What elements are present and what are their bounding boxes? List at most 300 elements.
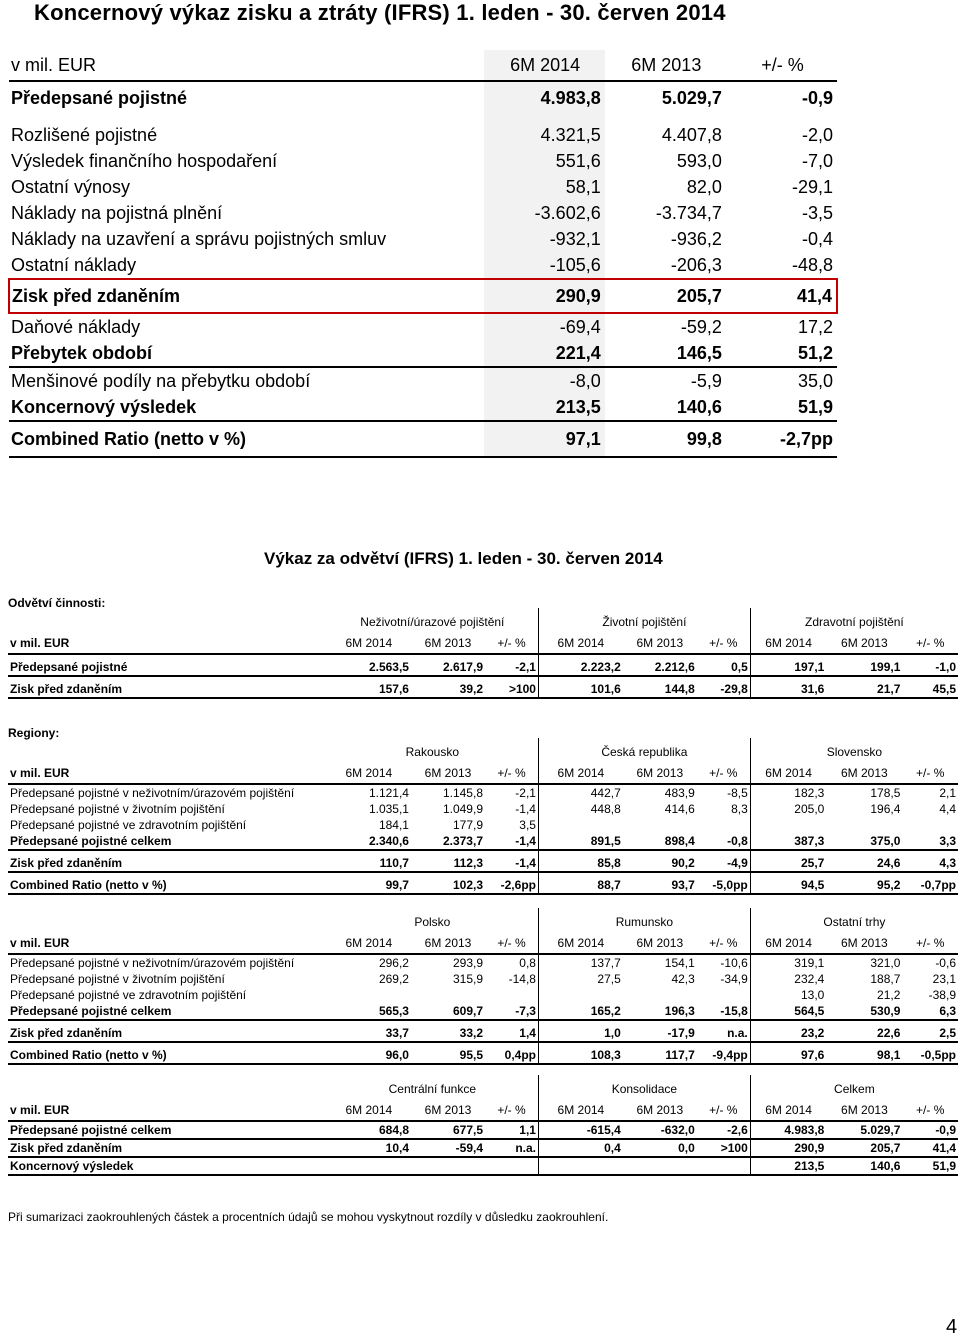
table-cell: 112,3 (411, 850, 485, 872)
col-header: 6M 2014 (327, 933, 411, 954)
table-cell: 564,5 (750, 1003, 826, 1020)
table-cell: 182,3 (794, 786, 825, 800)
row-label: Náklady na uzavření a správu pojistných smluv (11, 229, 387, 249)
table-cell (327, 1157, 411, 1175)
table-row (8, 833, 958, 850)
col-header: 6M 2014 (750, 933, 826, 954)
table-cell: -10,6 (697, 954, 750, 971)
cell-6m2014: 290,9 (484, 279, 605, 313)
table-cell: -59,4 (411, 1139, 485, 1157)
table-cell: 45,5 (902, 676, 958, 698)
table-cell: 315,9 (452, 972, 483, 986)
row-label: Předepsané pojistné v životním pojištění (10, 972, 225, 986)
col-header: +/- % (485, 933, 538, 954)
table-cell: 184,1 (378, 818, 409, 832)
table-cell: -29,8 (697, 676, 750, 698)
table-cell: -1,4 (485, 850, 538, 872)
table-cell: 10,4 (327, 1139, 411, 1157)
cell-6m2014: 97,1 (484, 421, 605, 457)
table-cell: 196,3 (623, 1003, 697, 1020)
table-cell: 205,7 (826, 1139, 902, 1157)
group-header: Celkem (834, 1082, 875, 1096)
table-cell: 565,3 (327, 1003, 411, 1020)
table-cell: 1.145,8 (442, 786, 483, 800)
table-cell: -34,9 (697, 971, 750, 987)
cell-6m2014: 551,6 (484, 148, 605, 174)
group-header: Slovensko (826, 745, 883, 759)
group-header-row (8, 738, 958, 763)
table-cell: 140,6 (826, 1157, 902, 1175)
table-cell: 448,8 (590, 802, 621, 816)
table-cell: -0,8 (697, 833, 750, 850)
table-cell: 42,3 (671, 972, 695, 986)
table-cell: 387,3 (750, 833, 826, 850)
table-row (8, 1020, 958, 1042)
table-row (8, 1157, 958, 1175)
table-cell (623, 987, 697, 1003)
table-cell: 4,4 (939, 802, 956, 816)
table-cell: 609,7 (411, 1003, 485, 1020)
row-label: Předepsané pojistné (11, 88, 188, 108)
unit-label: v mil. EUR (9, 50, 484, 81)
table-cell: 891,5 (538, 833, 622, 850)
cell-6m2013: -5,9 (690, 371, 722, 391)
row-label: Ostatní výnosy (11, 177, 131, 197)
col-header-6m2014: 6M 2014 (484, 50, 605, 81)
cell-6m2013: 146,5 (605, 340, 726, 367)
column-header-row (8, 1100, 958, 1121)
row-label: Zisk před zdaněním (8, 1020, 327, 1042)
col-header: +/- % (697, 633, 750, 654)
col-header: 6M 2013 (826, 933, 902, 954)
table-cell: 23,2 (750, 1020, 826, 1042)
row-label: Předepsané pojistné ve zdravotním pojištění (10, 988, 247, 1002)
row-label: Daňové náklady (11, 317, 141, 337)
col-header: 6M 2014 (538, 763, 622, 784)
cell-change: 41,4 (726, 279, 837, 313)
row-label: Předepsané pojistné (8, 654, 327, 676)
table-row (8, 872, 958, 894)
table-cell: 24,6 (826, 850, 902, 872)
table-cell (411, 1157, 485, 1175)
table-cell: 27,5 (597, 972, 621, 986)
segment-report-title: Výkaz za odvětví (IFRS) 1. leden - 30. červen 2014 (264, 549, 663, 568)
table-cell: -7,3 (485, 1003, 538, 1020)
segments-label: Odvětví činnosti: (8, 596, 106, 610)
table-cell: n.a. (485, 1139, 538, 1157)
row-label: Přebytek období (9, 340, 484, 367)
table-cell (902, 817, 958, 833)
table-row (9, 81, 837, 114)
table-row (9, 394, 837, 421)
table-cell: 85,8 (538, 850, 622, 872)
table-row (9, 200, 837, 226)
table-cell: 0,0 (623, 1139, 697, 1157)
table-cell: 1,1 (485, 1121, 538, 1139)
cell-change: 35,0 (797, 371, 833, 391)
col-header: 6M 2014 (538, 633, 622, 654)
table-cell: 21,2 (877, 988, 901, 1002)
table-cell: 96,0 (327, 1042, 411, 1064)
table-cell: 213,5 (750, 1157, 826, 1175)
regions-table (8, 1075, 958, 1176)
unit-label: v mil. EUR (8, 763, 327, 784)
table-cell: 4,3 (902, 850, 958, 872)
group-header: Rumunsko (538, 908, 750, 933)
row-label: Combined Ratio (netto v %) (8, 872, 327, 894)
table-cell: 2,5 (902, 1020, 958, 1042)
table-cell: 2.340,6 (327, 833, 411, 850)
col-header: +/- % (485, 1100, 538, 1121)
table-cell: -632,0 (623, 1121, 697, 1139)
group-header: Česká republika (538, 738, 750, 763)
col-header: +/- % (902, 1100, 958, 1121)
cell-change: -2,0 (801, 125, 833, 145)
table-cell: 205,0 (794, 802, 825, 816)
cell-6m2014: -3.602,6 (484, 200, 605, 226)
cell-6m2013: 593,0 (676, 151, 722, 171)
col-header: +/- % (697, 933, 750, 954)
group-header: Konsolidace (538, 1075, 750, 1100)
unit-label: v mil. EUR (8, 1100, 327, 1121)
table-cell: 39,2 (411, 676, 485, 698)
col-header: 6M 2014 (538, 933, 622, 954)
cell-6m2013: 205,7 (605, 279, 726, 313)
table-cell: -2,6pp (485, 872, 538, 894)
table-cell: 22,6 (826, 1020, 902, 1042)
unit-label: v mil. EUR (8, 633, 327, 654)
table-cell: 196,4 (870, 802, 901, 816)
table-cell: 2,1 (939, 786, 956, 800)
table-row (8, 676, 958, 698)
regions-table (8, 738, 958, 895)
cell-6m2014: 4.983,8 (484, 81, 605, 114)
table-cell: -15,8 (697, 1003, 750, 1020)
table-cell: 13,0 (800, 988, 825, 1002)
table-cell: 88,7 (538, 872, 622, 894)
table-row (9, 340, 837, 367)
cell-6m2013: 5.029,7 (661, 88, 722, 108)
table-row (8, 817, 958, 833)
cell-change: -48,8 (791, 255, 833, 275)
group-header: Ostatní trhy (823, 915, 886, 929)
income-statement-table (8, 50, 838, 458)
table-cell: 483,9 (664, 786, 695, 800)
group-header: Neživotní/úrazové pojištění (327, 608, 539, 633)
table-cell: 51,9 (902, 1157, 958, 1175)
table-cell (826, 817, 902, 833)
row-label: Výsledek finančního hospodaření (11, 151, 278, 171)
col-header: 6M 2013 (623, 933, 697, 954)
group-header-row (8, 908, 958, 933)
table-cell: 102,3 (411, 872, 485, 894)
column-header-row (8, 763, 958, 784)
table-cell: 5.029,7 (826, 1121, 902, 1139)
col-header: 6M 2013 (411, 763, 485, 784)
table-cell: 1.049,9 (442, 802, 483, 816)
table-cell: 0,4pp (485, 1042, 538, 1064)
col-header: 6M 2014 (327, 763, 411, 784)
cell-6m2013: -936,2 (670, 229, 722, 249)
row-label: Combined Ratio (netto v %) (9, 421, 484, 457)
table-cell: 269,2 (378, 972, 409, 986)
col-header: 6M 2013 (623, 1100, 697, 1121)
cell-6m2014: -8,0 (484, 367, 605, 394)
col-header: 6M 2014 (538, 1100, 622, 1121)
table-cell: 1.121,4 (368, 786, 409, 800)
table-cell: 319,1 (794, 956, 825, 970)
table-cell: 1.035,1 (368, 802, 409, 816)
cell-6m2014: -932,1 (484, 226, 605, 252)
table-cell: 2.223,2 (538, 654, 622, 676)
table-cell: -0,9 (902, 1121, 958, 1139)
table-row (8, 1139, 958, 1157)
cell-6m2014: -69,4 (484, 313, 605, 340)
cell-change: -2,7pp (726, 421, 837, 457)
table-cell: 197,1 (750, 654, 826, 676)
table-row (8, 987, 958, 1003)
table-row (9, 148, 837, 174)
table-cell: 3,5 (485, 817, 538, 833)
page-number: 4 (946, 1316, 958, 1338)
row-label: Zisk před zdaněním (8, 850, 327, 872)
group-header: Polsko (327, 908, 539, 933)
table-row (9, 252, 837, 279)
table-cell (623, 817, 697, 833)
table-cell: 95,2 (826, 872, 902, 894)
table-cell: -5,0pp (697, 872, 750, 894)
table-cell: 177,9 (452, 818, 483, 832)
table-cell: 296,2 (378, 956, 409, 970)
table-row (9, 226, 837, 252)
col-header: 6M 2013 (826, 763, 902, 784)
row-label: Předepsané pojistné v neživotním/úrazovém pojištění (10, 956, 295, 970)
cell-6m2013: -59,2 (680, 317, 722, 337)
table-cell: -1,4 (485, 801, 538, 817)
table-cell (623, 1157, 697, 1175)
table-cell: 95,5 (411, 1042, 485, 1064)
table-cell: 6,3 (902, 1003, 958, 1020)
group-header: Životní pojištění (538, 608, 750, 633)
row-label: Zisk před zdaněním (9, 279, 484, 313)
table-cell (538, 817, 622, 833)
table-cell: 8,3 (697, 801, 750, 817)
table-cell: 442,7 (590, 786, 621, 800)
cell-change: 51,2 (726, 340, 837, 367)
table-cell (697, 987, 750, 1003)
table-row (8, 1042, 958, 1064)
row-label: Koncernový výsledek (8, 1157, 327, 1175)
col-header-change: +/- % (726, 50, 837, 81)
table-row (9, 421, 837, 457)
group-header: Zdravotní pojištění (805, 615, 904, 629)
cell-change: -0,4 (801, 229, 833, 249)
table-cell: 23,1 (932, 972, 956, 986)
table-cell: -1,0 (902, 654, 958, 676)
table-cell: 110,7 (327, 850, 411, 872)
table-cell: n.a. (697, 1020, 750, 1042)
row-label: Předepsané pojistné v neživotním/úrazovém pojištění (10, 786, 295, 800)
col-header: 6M 2014 (327, 633, 411, 654)
cell-6m2014: 4.321,5 (484, 122, 605, 148)
col-header: 6M 2013 (411, 933, 485, 954)
table-cell: >100 (485, 676, 538, 698)
cell-change: 51,9 (726, 394, 837, 421)
table-row (8, 801, 958, 817)
col-header: 6M 2013 (411, 1100, 485, 1121)
table-cell: 93,7 (623, 872, 697, 894)
table-cell: 4.983,8 (750, 1121, 826, 1139)
col-header: 6M 2013 (623, 633, 697, 654)
col-header: +/- % (902, 933, 958, 954)
row-label: Předepsané pojistné v životním pojištění (10, 802, 225, 816)
table-row (8, 1121, 958, 1139)
cell-6m2014: 221,4 (484, 340, 605, 367)
table-cell (538, 987, 622, 1003)
table-row (9, 174, 837, 200)
cell-6m2013: 82,0 (686, 177, 722, 197)
cell-change: -3,5 (801, 203, 833, 223)
table-cell: 90,2 (623, 850, 697, 872)
cell-change: -7,0 (801, 151, 833, 171)
table-cell: -0,5pp (902, 1042, 958, 1064)
col-header: +/- % (902, 633, 958, 654)
cell-6m2013: -206,3 (670, 255, 722, 275)
col-header: 6M 2013 (411, 633, 485, 654)
column-header-row (8, 633, 958, 654)
table-cell: 108,3 (538, 1042, 622, 1064)
table-cell: 117,7 (623, 1042, 697, 1064)
table-cell: 98,1 (826, 1042, 902, 1064)
table-cell: 144,8 (623, 676, 697, 698)
row-label: Předepsané pojistné celkem (8, 1121, 327, 1139)
table-cell (750, 817, 826, 833)
table-cell (327, 987, 411, 1003)
highlighted-row (9, 279, 837, 313)
row-label: Combined Ratio (netto v %) (8, 1042, 327, 1064)
table-cell (411, 987, 485, 1003)
table-cell: 684,8 (327, 1121, 411, 1139)
table-cell (485, 987, 538, 1003)
group-header: Rakousko (327, 738, 539, 763)
table-cell (697, 1157, 750, 1175)
col-header: 6M 2014 (750, 763, 826, 784)
table-cell: 33,2 (411, 1020, 485, 1042)
table-cell: 321,0 (870, 956, 901, 970)
col-header: 6M 2014 (327, 1100, 411, 1121)
row-label: Náklady na pojistná plnění (11, 203, 223, 223)
table-cell (697, 817, 750, 833)
table-cell: 0,4 (538, 1139, 622, 1157)
table-cell: 154,1 (664, 956, 695, 970)
cell-6m2013: 140,6 (605, 394, 726, 421)
table-cell: 1,4 (485, 1020, 538, 1042)
table-cell: 0,5 (697, 654, 750, 676)
col-header: +/- % (697, 1100, 750, 1121)
table-cell: 530,9 (826, 1003, 902, 1020)
table-cell: -0,6 (935, 956, 956, 970)
row-label: Zisk před zdaněním (8, 676, 327, 698)
table-cell: -0,7pp (902, 872, 958, 894)
table-cell: 293,9 (452, 956, 483, 970)
cell-6m2013: 99,8 (605, 421, 726, 457)
table-cell: 31,6 (750, 676, 826, 698)
table-row (8, 971, 958, 987)
row-label: Předepsané pojistné ve zdravotním pojištění (10, 818, 247, 832)
table-row (8, 850, 958, 872)
row-label: Zisk před zdaněním (8, 1139, 327, 1157)
table-cell: 101,6 (538, 676, 622, 698)
table-cell: >100 (697, 1139, 750, 1157)
regions-label: Regiony: (8, 726, 60, 740)
cell-6m2014: -105,6 (484, 252, 605, 279)
group-header-row (8, 608, 958, 633)
table-cell (485, 1157, 538, 1175)
row-label: Ostatní náklady (11, 255, 137, 275)
table-cell: -14,8 (485, 971, 538, 987)
table-cell: 137,7 (590, 956, 621, 970)
cell-change: -0,9 (801, 88, 833, 108)
col-header: +/- % (697, 763, 750, 784)
col-header: +/- % (485, 763, 538, 784)
table-cell: 157,6 (327, 676, 411, 698)
table-cell: 165,2 (538, 1003, 622, 1020)
table-cell: 677,5 (411, 1121, 485, 1139)
table-cell: -2,6 (697, 1121, 750, 1139)
table-row (9, 313, 837, 340)
table-cell: 2.212,6 (623, 654, 697, 676)
table-cell: 414,6 (664, 802, 695, 816)
table-header-row (9, 50, 837, 81)
table-cell: -2,1 (485, 654, 538, 676)
table-cell: 33,7 (327, 1020, 411, 1042)
table-cell: 2.617,9 (411, 654, 485, 676)
table-cell: 232,4 (794, 972, 825, 986)
row-label: Koncernový výsledek (9, 394, 484, 421)
group-header-row (8, 1075, 958, 1100)
table-row (8, 1003, 958, 1020)
table-cell: -2,1 (485, 784, 538, 801)
page-title: Koncernový výkaz zisku a ztráty (IFRS) 1. leden - 30. červen 2014 (34, 0, 726, 25)
unit-label: v mil. EUR (8, 933, 327, 954)
table-cell: 898,4 (623, 833, 697, 850)
table-cell (538, 1157, 622, 1175)
cell-change: -29,1 (791, 177, 833, 197)
table-cell: -615,4 (538, 1121, 622, 1139)
table-cell: -38,9 (928, 988, 956, 1002)
group-header: Centrální funkce (327, 1075, 539, 1100)
col-header: 6M 2014 (750, 1100, 826, 1121)
table-cell: 290,9 (750, 1139, 826, 1157)
table-cell: 0,8 (485, 954, 538, 971)
table-row (8, 784, 958, 801)
footnote: Při sumarizaci zaokrouhlených částek a procentních údajů se mohou vyskytnout rozdíly v důsledku zaokrouhlení. (8, 1210, 609, 1224)
table-cell: -8,5 (697, 784, 750, 801)
table-cell: 1,0 (538, 1020, 622, 1042)
cell-6m2014: 58,1 (484, 174, 605, 200)
col-header: 6M 2013 (826, 633, 902, 654)
col-header: +/- % (902, 763, 958, 784)
table-cell: 2.563,5 (327, 654, 411, 676)
regions-table (8, 908, 958, 1065)
table-cell: 97,6 (750, 1042, 826, 1064)
table-cell: 178,5 (870, 786, 901, 800)
cell-change: 17,2 (797, 317, 833, 337)
table-row (8, 954, 958, 971)
table-cell: 188,7 (870, 972, 901, 986)
table-row (8, 654, 958, 676)
cell-6m2013: 4.407,8 (661, 125, 722, 145)
